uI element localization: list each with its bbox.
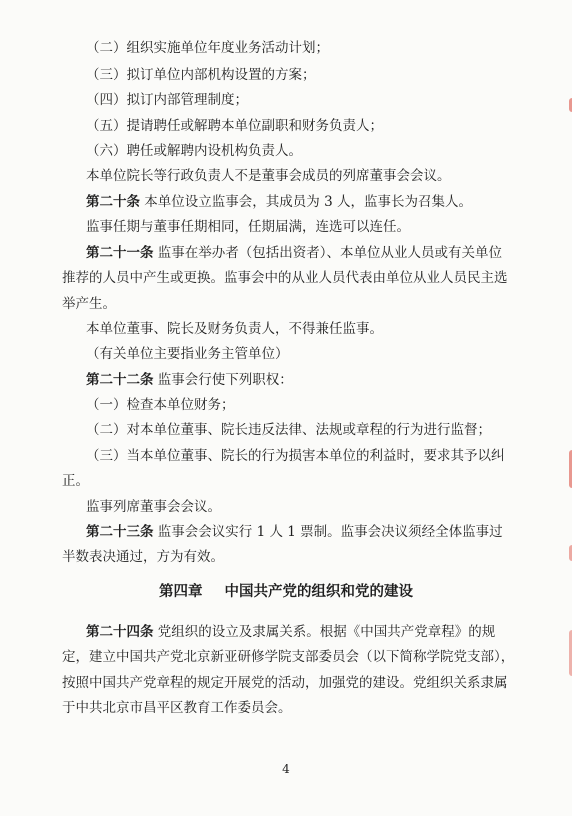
article-heading: 第二十条 [86, 194, 140, 210]
text-line: （一）检查本单位财务； [86, 397, 235, 413]
text-line: （四）拟订内部管理制度； [86, 92, 248, 108]
article-text: 监事会会议实行 1 人 1 票制。监事会决议须经全体监事过 [153, 524, 503, 540]
article-text: 监事会行使下列职权： [153, 372, 293, 388]
text-line: 于中共北京市昌平区教育工作委员会。 [62, 700, 292, 716]
text-line: 按照中国共产党章程的规定开展党的活动，加强党的建设。党组织关系隶属 [62, 675, 508, 691]
article-heading: 第二十三条 [86, 524, 154, 540]
article-23 [86, 524, 503, 540]
text-line: 监事任期与董事任期相同，任期届满，连选可以连任。 [86, 219, 410, 235]
text-line: （六）聘任或解聘内设机构负责人。 [86, 143, 302, 159]
text-line: （有关单位主要指业务主管单位） [86, 346, 289, 362]
text-line: 本单位董事、院长及财务负责人，不得兼任监事。 [86, 321, 383, 337]
text-line: （二）组织实施单位年度业务活动计划； [86, 40, 329, 56]
article-24 [86, 624, 495, 640]
text-line: （三）拟订单位内部机构设置的方案； [86, 67, 316, 83]
text-line: （三）当本单位董事、院长的行为损害本单位的利益时，要求其予以纠 [86, 448, 505, 464]
chapter-number: 第四章 [159, 583, 203, 600]
article-heading: 第二十一条 [86, 245, 154, 261]
text-line: 半数表决通过，方为有效。 [62, 549, 224, 565]
chapter-title: 中国共产党的组织和党的建设 [224, 583, 413, 600]
page-number: 4 [282, 762, 290, 776]
article-text: 党组织的设立及隶属关系。根据《中国共产党章程》的规 [153, 624, 496, 640]
text-line: （五）提请聘任或解聘本单位副职和财务负责人； [86, 118, 383, 134]
text-line: 本单位院长等行政负责人不是董事会成员的列席董事会会议。 [86, 168, 451, 184]
chapter-heading [0, 580, 572, 601]
text-line: 正。 [62, 473, 89, 489]
text-line: 举产生。 [62, 296, 116, 312]
text-line: （二）对本单位董事、院长违反法律、法规或章程的行为进行监督； [86, 422, 491, 438]
article-22 [86, 372, 293, 388]
article-heading: 第二十二条 [86, 372, 154, 388]
text-line: 监事列席董事会会议。 [86, 499, 221, 515]
text-line: 定，建立中国共产党北京新亚研修学院支部委员会（以下简称学院党支部）， [62, 649, 515, 665]
article-text: 监事在举办者（包括出资者）、本单位从业人员或有关单位 [153, 245, 503, 261]
article-20 [86, 194, 472, 210]
article-text: 本单位设立监事会，其成员为 3 人，监事长为召集人。 [140, 194, 472, 210]
text-line: 推荐的人员中产生或更换。监事会中的从业人员代表由单位从业人员民主选 [62, 270, 508, 286]
article-21 [86, 245, 502, 261]
article-heading: 第二十四条 [86, 624, 154, 640]
